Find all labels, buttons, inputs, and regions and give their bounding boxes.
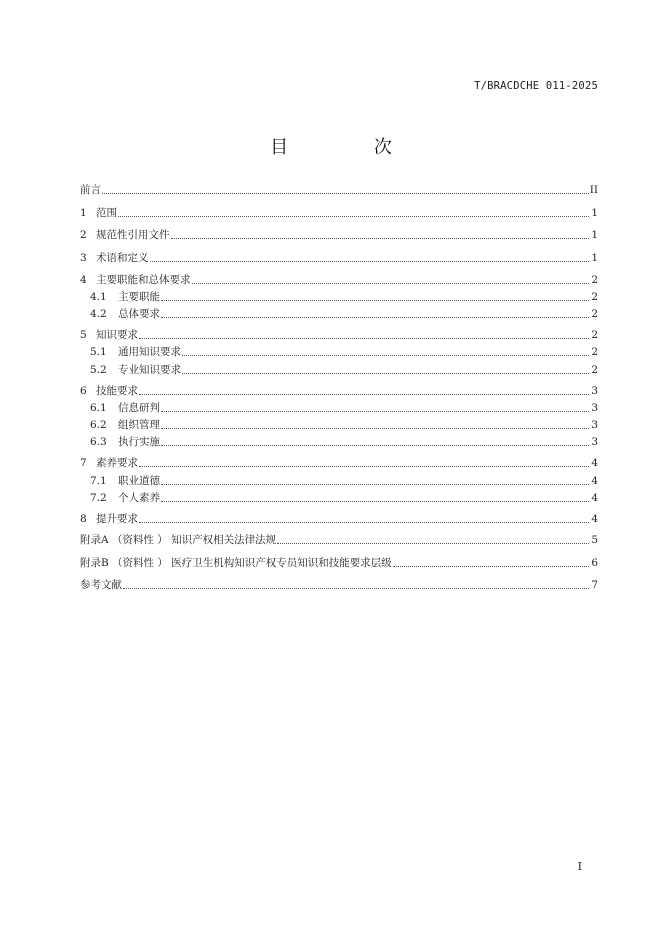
toc-entry-label: 专业知识要求 (118, 364, 181, 376)
toc-entry-4[interactable] (80, 272, 598, 287)
toc-entry-number: 1 (80, 207, 87, 219)
toc-entry-label: 附录A （资料性 ） 知识产权相关法律法规 (80, 534, 277, 546)
dot-leader (192, 283, 590, 284)
toc-entry-page: 2 (591, 291, 598, 303)
dot-leader (182, 355, 589, 356)
dot-leader (161, 445, 589, 446)
toc-entry-label: 主要职能 (118, 291, 160, 303)
dot-leader (161, 317, 589, 318)
toc-entry-label: 范围 (96, 207, 117, 219)
toc-entry-page: 3 (591, 419, 598, 431)
dot-leader (102, 193, 589, 194)
toc-entry-page: 3 (591, 385, 598, 397)
dot-leader (161, 300, 589, 301)
toc-entry-label: 参考文献 (80, 579, 122, 591)
toc-entry-number: 8 (80, 513, 87, 525)
toc-entry-label: 知识要求 (96, 329, 138, 341)
toc-entry-references[interactable] (80, 577, 598, 592)
toc-entry-1[interactable] (80, 205, 598, 220)
toc-entry-number: 4.1 (90, 291, 107, 303)
toc-entry-label: 执行实施 (118, 436, 160, 448)
toc-entry-page: 4 (591, 475, 598, 487)
toc-entry-5[interactable] (80, 327, 598, 342)
dot-leader (118, 216, 589, 217)
page-number: I (577, 860, 582, 873)
toc-entry-4-1[interactable] (90, 289, 598, 304)
toc-entry-label: 技能要求 (96, 385, 138, 397)
toc-entry-number: 4.2 (90, 308, 107, 320)
toc-entry-8[interactable] (80, 511, 598, 526)
toc-entry-5-2[interactable] (90, 362, 598, 377)
toc-entry-number: 5 (80, 329, 87, 341)
toc-entry-4-2[interactable] (90, 306, 598, 321)
toc-entry-number: 7.2 (90, 492, 107, 504)
toc-entry-page: 4 (591, 513, 598, 525)
toc-entry-number: 7 (80, 457, 87, 469)
dot-leader (139, 338, 589, 339)
toc-entry-7-2[interactable] (90, 490, 598, 505)
toc-entry-label: 职业道德 (118, 475, 160, 487)
toc-entry-page: 3 (591, 402, 598, 414)
toc-entry-label: 素养要求 (96, 457, 138, 469)
toc-entry-page: 4 (591, 457, 598, 469)
toc-entry-label: 提升要求 (96, 513, 138, 525)
toc-entry-label: 组织管理 (118, 419, 160, 431)
toc-entry-page: 5 (591, 534, 598, 546)
toc-entry-page: 1 (591, 207, 598, 219)
toc-entry-appendix-b[interactable] (80, 555, 598, 570)
toc-entry-page: 2 (591, 364, 598, 376)
dot-leader (161, 411, 589, 412)
toc-entry-label: 规范性引用文件 (96, 229, 170, 241)
toc-entry-page: 1 (591, 229, 598, 241)
toc-title: 目 次 (270, 137, 432, 158)
toc-entry-foreword[interactable] (80, 182, 598, 197)
dot-leader (182, 373, 589, 374)
toc-entry-number: 6.2 (90, 419, 107, 431)
toc-entry-number: 3 (80, 252, 87, 264)
toc-entry-label: 个人素养 (118, 492, 160, 504)
toc-entry-label: 通用知识要求 (118, 346, 181, 358)
toc-entry-number: 6 (80, 385, 87, 397)
dot-leader (139, 466, 589, 467)
toc-entry-number: 5.1 (90, 346, 107, 358)
toc-entry-label: 前言 (80, 184, 101, 196)
toc-entry-number: 7.1 (90, 475, 107, 487)
toc-entry-2[interactable] (80, 227, 598, 242)
toc-entry-number: 4 (80, 274, 87, 286)
dot-leader (161, 484, 589, 485)
toc-entry-page: 7 (591, 579, 598, 591)
dot-leader (139, 394, 589, 395)
toc-entry-page: 2 (591, 274, 598, 286)
toc-entry-page: II (589, 184, 598, 196)
toc-entry-number: 6.3 (90, 436, 107, 448)
toc-entry-label: 总体要求 (118, 308, 160, 320)
toc-entry-6-3[interactable] (90, 434, 598, 449)
toc-entry-label: 术语和定义 (96, 252, 149, 264)
toc-entry-7[interactable] (80, 455, 598, 470)
toc-entry-6-2[interactable] (90, 417, 598, 432)
toc-entry-appendix-a[interactable] (80, 532, 598, 547)
dot-leader (150, 261, 590, 262)
toc-entry-number: 5.2 (90, 364, 107, 376)
dot-leader (161, 428, 589, 429)
toc-entry-6-1[interactable] (90, 400, 598, 415)
toc-entry-7-1[interactable] (90, 473, 598, 488)
dot-leader (171, 238, 590, 239)
toc-entry-page: 2 (591, 308, 598, 320)
toc-entry-label: 信息研判 (118, 402, 160, 414)
dot-leader (393, 566, 589, 567)
toc-entry-5-1[interactable] (90, 344, 598, 359)
toc-entry-number: 6.1 (90, 402, 107, 414)
toc-entry-page: 2 (591, 329, 598, 341)
toc-entry-page: 4 (591, 492, 598, 504)
toc-entry-page: 1 (591, 252, 598, 264)
document-code: T/BRACDCHE 011-2025 (474, 80, 598, 92)
toc-entry-page: 6 (591, 557, 598, 569)
dot-leader (139, 522, 589, 523)
dot-leader (123, 588, 589, 589)
toc-entry-page: 2 (591, 346, 598, 358)
toc-entry-number: 2 (80, 229, 87, 241)
toc-entry-label: 附录B （资料性 ） 医疗卫生机构知识产权专员知识和技能要求层级 (80, 557, 392, 569)
toc-entry-3[interactable] (80, 250, 598, 265)
toc-entry-page: 3 (591, 436, 598, 448)
dot-leader (277, 543, 589, 544)
toc-entry-label: 主要职能和总体要求 (96, 274, 191, 286)
dot-leader (161, 501, 589, 502)
toc-entry-6[interactable] (80, 383, 598, 398)
